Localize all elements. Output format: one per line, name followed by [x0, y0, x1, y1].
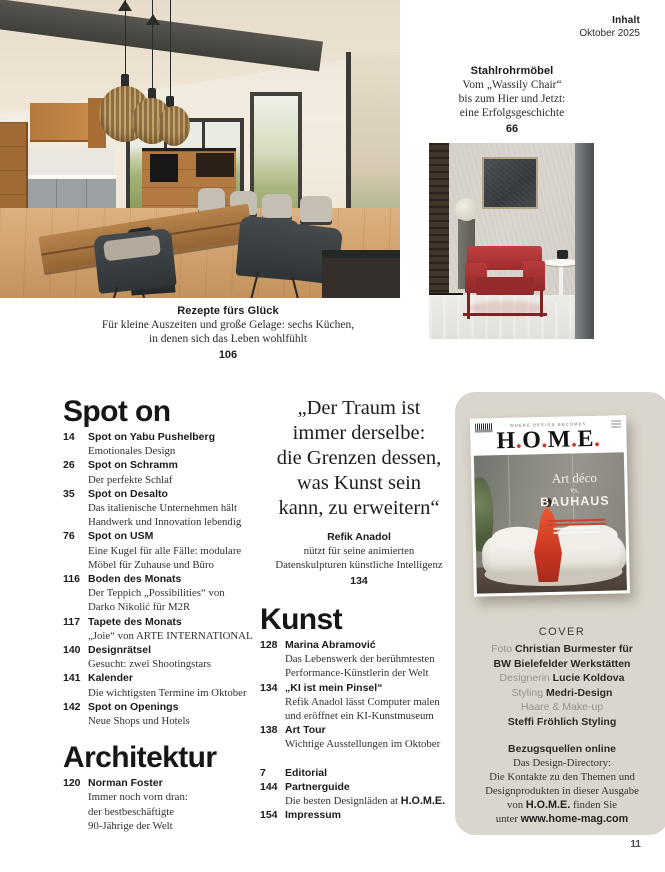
toc-item — [63, 615, 258, 643]
toc-item-page: 116 — [63, 573, 80, 586]
toc-item — [260, 638, 458, 681]
cover-tagline: WHERE DESIGN BECOMES — [509, 421, 587, 428]
sources-heading: Bezugsquellen online — [508, 743, 616, 755]
toc-item — [63, 529, 258, 572]
page-header — [579, 14, 640, 40]
toc-item-title: Partnerguide — [285, 780, 350, 793]
toc-item-page: 144 — [260, 780, 278, 793]
source-line: Designprodukten in dieser Ausgabe — [485, 785, 639, 797]
kitchen-caption-title: Rezepte fürs Glück — [177, 305, 279, 317]
toc-item — [63, 487, 258, 530]
kunst-items — [260, 638, 458, 752]
cover-photo — [474, 452, 627, 593]
toc-item-page: 134 — [260, 681, 278, 694]
wassily-chair-photo — [429, 143, 594, 339]
toc-item-page: 128 — [260, 639, 278, 651]
section-heading-spot-on: Spot on — [63, 395, 171, 428]
masthead-red-dot: . — [515, 427, 523, 454]
masthead-red-dot: . — [593, 425, 601, 452]
header-issue-date: Oktober 2025 — [579, 28, 640, 39]
kitchen-dark-shelf — [196, 153, 234, 177]
steel-caption-page: 66 — [505, 123, 519, 135]
toc-item-title: Kalender — [88, 672, 133, 685]
cover-logo: H.O.M.E. — [496, 425, 601, 455]
toc-item-title: Spot on Desalto — [88, 487, 168, 500]
pendant-lamp — [158, 106, 190, 146]
cover-masthead — [470, 415, 627, 456]
toc-item — [260, 808, 458, 822]
cover-title-line1: Art déco — [551, 469, 598, 486]
pull-quote — [260, 396, 458, 588]
toc-item-desc: Wichtige Ausstellungen im Oktober — [285, 738, 441, 751]
source-line: von H.O.M.E. finden Sie — [506, 799, 618, 811]
table-object — [557, 250, 568, 259]
toc-item-title: Boden des Monats — [88, 573, 182, 586]
toc-item-desc: Darko Nikolić für M2R — [88, 601, 191, 614]
source-line: Das Design-Directory: — [512, 757, 612, 769]
quote-lines: „Der Traum ist immer derselbe: die Grenzen dessen, was Kunst sein kann, zu erweitern“ — [276, 397, 442, 519]
toc-column-middle — [260, 396, 458, 822]
toc-item-desc: Der Teppich „Possibilities“ von — [88, 587, 225, 600]
page-number: 11 — [630, 839, 641, 850]
toc-item-desc: Refik Anadol lässt Computer malen — [285, 695, 440, 708]
toc-item — [63, 671, 258, 699]
toc-item — [63, 700, 258, 728]
credit-line: Designerin Lucie Koldova — [499, 672, 625, 684]
toc-item-page: 141 — [63, 672, 81, 685]
toc-item-desc: Immer noch vorn dran: — [88, 791, 188, 804]
sculpture — [455, 198, 478, 221]
cover-model-red-dress — [531, 498, 567, 583]
toc-column-left — [63, 396, 258, 833]
header-title: Inhalt — [612, 15, 640, 26]
toc-item — [63, 430, 258, 458]
credit-line: Steffi Fröhlich Styling — [507, 715, 617, 728]
toc-item-desc: Das italienische Unternehmen hält — [88, 502, 238, 515]
section-heading-kunst: Kunst — [260, 603, 342, 636]
toc-item-page: 7 — [260, 766, 266, 779]
toc-item-page: 76 — [63, 530, 75, 543]
issue-mark — [611, 420, 621, 427]
kitchen-oven — [150, 154, 178, 182]
wall-artwork — [482, 157, 538, 209]
kitchen-caption — [20, 304, 436, 362]
source-line: unter www.home-mag.com — [495, 813, 629, 825]
toc-item-page: 154 — [260, 809, 278, 822]
toc-item-desc: Das Lebenswerk der berühmtesten — [285, 653, 435, 666]
magazine-cover — [470, 415, 630, 596]
quote-page: 134 — [350, 575, 368, 587]
toc-item-page: 120 — [63, 777, 81, 790]
toc-item-page: 140 — [63, 644, 81, 657]
toc-item — [63, 643, 258, 671]
masthead-red-dot: . — [570, 426, 578, 453]
dining-chair — [262, 194, 292, 218]
toc-item-desc: 90-Jährige der Welt — [88, 819, 173, 832]
toc-item-desc: Neue Shops und Hotels — [88, 715, 190, 728]
toc-item-desc: Handwerk und Innovation lebendig — [88, 516, 242, 529]
wood-shutter — [429, 143, 449, 295]
toc-item — [63, 458, 258, 486]
toc-item-desc: „Joie“ von ARTE INTERNATIONAL — [88, 629, 253, 642]
quote-author: Refik Anadol — [327, 531, 391, 543]
toc-item-title: Spot on Schramm — [88, 459, 178, 472]
kitchen-caption-lines: Für kleine Auszeiten und große Gelage: sechs Küchen, in denen sich das Leben wohlfühlt — [101, 319, 355, 345]
toc-item-title: Spot on Openings — [88, 700, 179, 713]
toc-item-page: 142 — [63, 700, 81, 713]
credit-line: BW Bielefelder Werkstätten — [493, 657, 631, 670]
spot-on-items — [63, 430, 258, 728]
kitchen-backsplash — [28, 148, 114, 175]
toc-item-desc: und eröffnet ein KI-Kunstmuseum — [285, 710, 434, 723]
toc-item-title: Impressum — [285, 809, 342, 822]
toc-item-page: 14 — [63, 431, 75, 443]
toc-item-title: Editorial — [285, 766, 328, 779]
section-heading-architektur: Architektur — [63, 741, 217, 775]
cover-credits-heading: COVER — [538, 626, 586, 638]
toc-item-desc: Emotionales Design — [88, 445, 176, 458]
toc-item-desc: Die wichtigsten Termine im Oktober — [88, 686, 247, 699]
kitchen-caption-page: 106 — [218, 349, 238, 361]
toc-item-title: Spot on Yabu Pushelberg — [88, 431, 215, 443]
toc-item-page: 26 — [63, 459, 75, 472]
steel-caption-title: Stahlrohrmöbel — [470, 65, 554, 77]
credit-line: Styling Medri-Design — [511, 686, 613, 699]
kitchen-photo — [0, 0, 400, 298]
toc-item — [260, 723, 458, 751]
toc-item-title: Marina Abramović — [285, 639, 376, 651]
toc-item — [63, 572, 258, 615]
misc-items — [260, 766, 458, 823]
steel-caption-lines: Vom „Wassily Chair“ bis zum Hier und Jetzt: eine Erfolgsgeschichte — [458, 79, 566, 119]
toc-item-desc: Der perfekte Schlaf — [88, 473, 173, 486]
kitchen-corner-island — [322, 250, 400, 298]
cover-title-line3: BAUHAUS — [540, 493, 610, 510]
toc-item — [260, 780, 458, 808]
barcode — [475, 423, 492, 432]
dining-chair — [300, 196, 332, 222]
toc-item-title: Norman Foster — [88, 777, 163, 790]
cover-credits — [455, 626, 665, 729]
toc-item-desc: Eine Kugel für alle Fälle: modulare — [88, 544, 242, 557]
toc-item — [63, 776, 258, 833]
toc-item-desc: Gesucht: zwei Shootingstars — [88, 658, 211, 671]
toc-item-page: 35 — [63, 487, 75, 500]
sources-block — [455, 742, 665, 826]
toc-item-desc: Möbel für Zuhause und Büro — [88, 558, 214, 571]
toc-item-title: Designrätsel — [88, 644, 152, 657]
toc-item-page: 138 — [260, 724, 278, 737]
tulip-side-table — [543, 259, 579, 266]
credit-line: Haare & Make-up — [520, 701, 604, 713]
steel-caption — [424, 64, 600, 136]
masthead-red-dot: . — [541, 427, 549, 454]
toc-item-title: Art Tour — [285, 724, 326, 737]
credit-line: Foto Christian Burmester für — [491, 643, 633, 655]
cover-title — [524, 470, 625, 509]
architektur-items — [63, 776, 258, 833]
toc-item-desc: Die besten Designläden at H.O.M.E. — [285, 795, 446, 808]
toc-item — [260, 681, 458, 724]
quote-desc-lines: nützt für seine animierten Datenskulpturen künstliche Intelligenz — [275, 545, 443, 571]
toc-item-title: „KI ist mein Pinsel“ — [285, 681, 383, 694]
toc-item-desc: Performance-Künstlerin der Welt — [285, 667, 429, 680]
toc-item-desc: der bestbeschäftigte — [88, 805, 175, 818]
cover-subtext-lines — [547, 519, 605, 536]
toc-item-title: Spot on USM — [88, 530, 154, 543]
cover-panel — [455, 392, 665, 835]
cover-title-line2: vs. — [569, 485, 580, 495]
toc-item-title: Tapete des Monats — [88, 615, 182, 628]
toc-item-page: 117 — [63, 615, 80, 628]
dark-column — [575, 143, 594, 339]
wassily-chair-seat — [476, 277, 534, 295]
toc-item — [260, 766, 458, 780]
source-line: Die Kontakte zu den Themen und — [489, 771, 635, 783]
